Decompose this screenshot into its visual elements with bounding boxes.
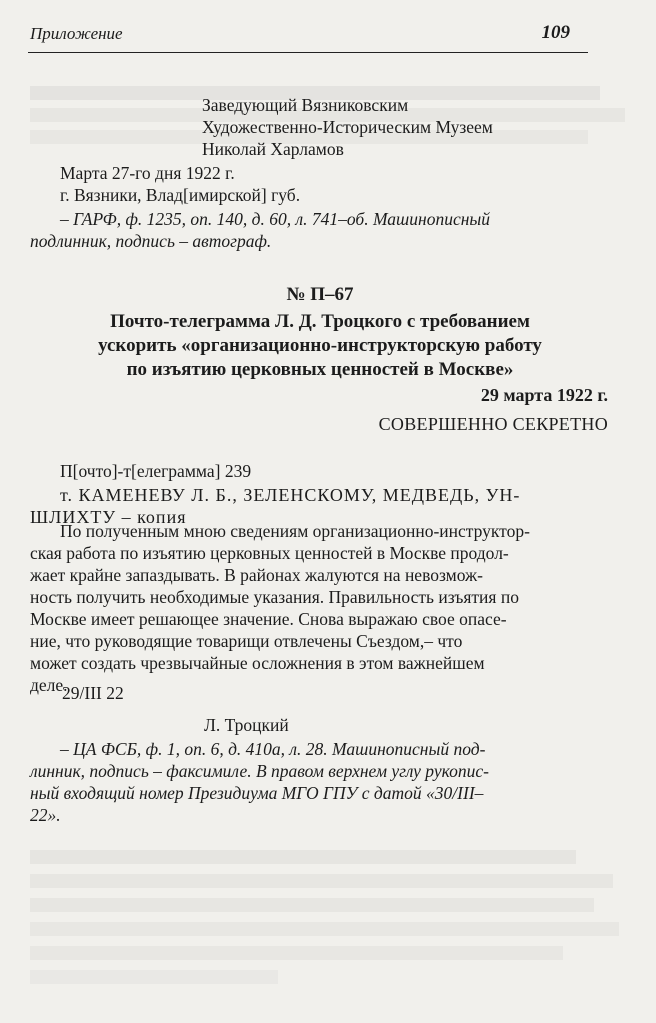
document-title-line: Почто-телеграмма Л. Д. Троцкого с требованием xyxy=(110,311,530,332)
signature-line: Николай Харламов xyxy=(202,139,344,159)
signature-line: Заведующий Вязниковским xyxy=(202,95,409,115)
telegram-number: П[очто]-т[елеграмма] 239 xyxy=(60,461,252,481)
body-line: Москве имеет решающее значение. Снова выражаю свое опасе- xyxy=(30,609,507,629)
body-line: ние, что руководящие товарищи отвлечены Съездом,– что xyxy=(30,631,463,651)
previous-doc-date: Марта 27-го дня 1922 г. xyxy=(60,163,235,183)
body-line: деле. xyxy=(30,675,68,695)
archive-reference-line: ный входящий номер Президиума МГО ГПУ с датой «30/III– xyxy=(30,783,484,803)
archive-reference-line: – ГАРФ, ф. 1235, оп. 140, д. 60, л. 741–об. Машинописный xyxy=(60,209,490,229)
archive-reference-line: – ЦА ФСБ, ф. 1, оп. 6, д. 410а, л. 28. Машинописный под- xyxy=(60,739,486,759)
archive-reference-line: подлинник, подпись – автограф. xyxy=(30,231,272,251)
page-number: 109 xyxy=(541,22,570,43)
addressees-line: ШЛИХТУ – копия xyxy=(30,507,187,527)
body-line: может создать чрезвычайные осложнения в этом важнейшем xyxy=(30,653,485,673)
previous-doc-place: г. Вязники, Влад[имирской] губ. xyxy=(60,185,301,205)
signature-block xyxy=(202,94,562,160)
body-line: По полученным мною сведениям организационно-инструктор- xyxy=(60,521,530,541)
signer-name: Л. Троцкий xyxy=(204,715,289,735)
archive-reference xyxy=(30,738,610,826)
telegram-body xyxy=(30,520,610,696)
body-line: жает крайне запаздывать. В районах жалуются на невозмож- xyxy=(30,565,483,585)
classification-label: СОВЕРШЕННО СЕКРЕТНО xyxy=(378,414,608,434)
archive-reference-line: линник, подпись – факсимиле. В правом верхнем углу рукопис- xyxy=(30,761,489,781)
body-line: ность получить необходимые указания. Правильность изъятия по xyxy=(30,587,519,607)
signature-line: Художественно-Историческим Музеем xyxy=(202,117,493,137)
addressees-line: т. КАМЕНЕВУ Л. Б., ЗЕЛЕНСКОМУ, МЕДВЕДЬ, УН- xyxy=(60,485,521,505)
running-title: Приложение xyxy=(30,24,123,43)
document-title xyxy=(30,310,610,382)
header-rule xyxy=(28,52,588,53)
document-date: 29 марта 1922 г. xyxy=(480,385,608,405)
archive-reference-line: 22». xyxy=(30,805,61,825)
document-title-line: ускорить «организационно-инструкторскую работу xyxy=(98,335,542,356)
document-title-line: по изъятию церковных ценностей в Москве» xyxy=(126,359,514,380)
signed-date: 29/III 22 xyxy=(62,683,124,703)
body-line: ская работа по изъятию церковных ценностей в Москве продол- xyxy=(30,543,509,563)
document-number: № П–67 xyxy=(286,284,354,305)
